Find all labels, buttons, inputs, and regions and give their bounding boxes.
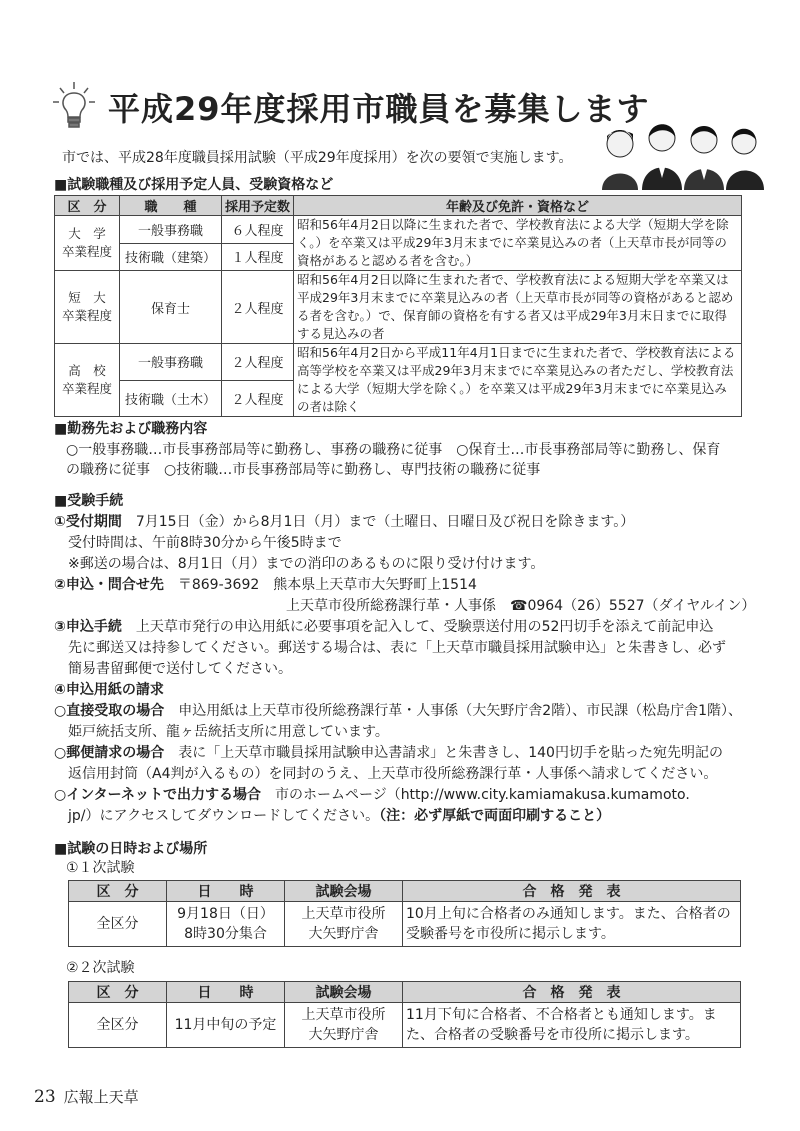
contact-address: ②申込・問合せ先 〒869-3692 熊本県上天草市大矢野町上1514 xyxy=(54,577,477,593)
category-cell: 全区分 xyxy=(69,902,167,947)
col-header-results: 合 格 発 表 xyxy=(403,881,741,902)
staff-group-illustration xyxy=(598,112,766,190)
col-header-category: 区 分 xyxy=(69,982,167,1003)
count-cell: ２人程度 xyxy=(222,271,294,344)
count-cell: ２人程度 xyxy=(222,380,294,417)
job-cell: 一般事務職 xyxy=(120,216,222,244)
col-header-datetime: 日 時 xyxy=(167,982,285,1003)
section-heading-schedule: ■試験の日時および場所 xyxy=(54,841,208,857)
venue-cell: 上天草市役所 大矢野庁舎 xyxy=(285,1003,403,1048)
job-cell: 技術職（建築） xyxy=(120,243,222,271)
category-cell: 全区分 xyxy=(69,1003,167,1048)
table-row xyxy=(69,1003,741,1048)
category-cell: 短 大 卒業程度 xyxy=(55,271,120,344)
second-exam-table xyxy=(68,981,741,1048)
duties-line-2: の職務に従事 ○技術職…市長事務部局等に勤務し、専門技術の職務に従事 xyxy=(66,462,541,478)
contact-phone: 上天草市役所総務課行革・人事係 ☎0964（26）5527（ダイヤルイン） xyxy=(286,598,756,614)
category-cell: 大 学 卒業程度 xyxy=(55,216,120,271)
positions-table xyxy=(54,195,742,417)
col-header-venue: 試験会場 xyxy=(285,881,403,902)
reception-hours: 受付時間は、午前8時30分から午後5時まで xyxy=(68,535,342,551)
first-exam-label: ①１次試験 xyxy=(66,860,135,876)
datetime-cell: 11月中旬の予定 xyxy=(167,1003,285,1048)
application-line-2: 先に郵送又は持参してください。郵送する場合は、表に「上天草市職員採用試験申込」と朱書きし、必ず xyxy=(68,640,726,656)
section-heading-positions: ■試験職種及び採用予定人員、受験資格など xyxy=(54,177,334,193)
form-request-heading: ④申込用紙の請求 xyxy=(54,682,164,698)
table-row xyxy=(55,271,742,344)
col-header-count: 採用予定数 xyxy=(222,196,294,216)
postal-note: ※郵送の場合は、8月1日（月）までの消印のあるものに限り受け付けます。 xyxy=(68,556,545,572)
page-number: 23 xyxy=(34,1087,56,1107)
col-header-requirements: 年齢及び免許・資格など xyxy=(294,196,742,216)
section-heading-procedure: ■受験手続 xyxy=(54,493,124,509)
requirements-cell: 昭和56年4月2日以降に生まれた者で、学校教育法による大学（短期大学を除く。）を卒業又は平成29年3月末までに卒業見込みの者（上天草市長が同等の資格があると認める者を含む。） xyxy=(294,216,742,271)
results-cell: 10月上旬に合格者のみ通知します。また、合格者の受験番号を市役所に掲示します。 xyxy=(403,902,741,947)
job-cell: 技術職（土木） xyxy=(120,380,222,417)
lightbulb-icon xyxy=(52,80,96,132)
intro-text: 市では、平成28年度職員採用試験（平成29年度採用）を次の要領で実施します。 xyxy=(62,150,573,166)
count-cell: ６人程度 xyxy=(222,216,294,244)
results-cell: 11月下旬に合格者、不合格者とも通知します。また、合格者の受験番号を市役所に掲示します。 xyxy=(403,1003,741,1048)
postal-request: ○郵便請求の場合 表に「上天草市職員採用試験申込書請求」と朱書きし、140円切手を貼った宛先明記の xyxy=(54,745,723,761)
second-exam-label: ②２次試験 xyxy=(66,960,135,976)
category-cell: 高 校 卒業程度 xyxy=(55,344,120,417)
section-heading-duties: ■勤務先および職務内容 xyxy=(54,421,208,437)
internet-download: ○インターネットで出力する場合 市のホームページ（http://www.city.kamiamakusa.kumamoto. xyxy=(54,787,690,803)
table-row xyxy=(55,344,742,381)
count-cell: １人程度 xyxy=(222,243,294,271)
direct-pickup: ○直接受取の場合 申込用紙は上天草市役所総務課行革・人事係（大矢野庁舎2階）、市民課（松島庁舎1階）、 xyxy=(54,703,743,719)
col-header-job: 職 種 xyxy=(120,196,222,216)
publication-name: 広報上天草 xyxy=(63,1088,139,1106)
count-cell: ２人程度 xyxy=(222,344,294,381)
reception-period: ①受付期間 7月15日（金）から8月1日（月）まで（土曜日、日曜日及び祝日を除きます。） xyxy=(54,514,635,530)
direct-pickup-line-2: 姫戸統括支所、龍ヶ岳統括支所に用意しています。 xyxy=(68,724,389,740)
first-exam-table xyxy=(68,880,741,947)
duties-line-1: ○一般事務職…市長事務部局等に勤務し、事務の職務に従事 ○保育士…市長事務部局等に勤務し、保育 xyxy=(66,442,721,458)
col-header-venue: 試験会場 xyxy=(285,982,403,1003)
col-header-category: 区 分 xyxy=(55,196,120,216)
table-row xyxy=(69,902,741,947)
page-footer xyxy=(34,1086,139,1107)
venue-cell: 上天草市役所 大矢野庁舎 xyxy=(285,902,403,947)
requirements-cell: 昭和56年4月2日以降に生まれた者で、学校教育法による短期大学を卒業又は平成29年3月末までに卒業見込みの者（上天草市長が同等の資格があると認める者を含む。）で、保育師の資格を有する者又は平成29年3月末日までに取得する見込みの者 xyxy=(294,271,742,344)
internet-download-line-2: jp/）にアクセスしてダウンロードしてください。（注：必ず厚紙で両面印刷すること） xyxy=(68,808,611,824)
requirements-cell: 昭和56年4月2日から平成11年4月1日までに生まれた者で、学校教育法による高等学校を卒業又は平成29年3月末までに卒業見込みの者ただし、学校教育法による大学（短期大学を除く。）を卒業又は平成29年3月末までに卒業見込みの者は除く xyxy=(294,344,742,417)
col-header-datetime: 日 時 xyxy=(167,881,285,902)
table-row xyxy=(55,216,742,244)
application-line-3: 簡易書留郵便で送付してください。 xyxy=(68,661,292,677)
page-title: 平成29年度採用市職員を募集します xyxy=(108,90,650,128)
job-cell: 一般事務職 xyxy=(120,344,222,381)
col-header-category: 区 分 xyxy=(69,881,167,902)
job-cell: 保育士 xyxy=(120,271,222,344)
postal-request-line-2: 返信用封筒（A4判が入るもの）を同封のうえ、上天草市役所総務課行革・人事係へ請求してください。 xyxy=(68,766,718,782)
datetime-cell: 9月18日（日） 8時30分集合 xyxy=(167,902,285,947)
col-header-results: 合 格 発 表 xyxy=(403,982,741,1003)
application-procedure: ③申込手続 上天草市発行の申込用紙に必要事項を記入して、受験票送付用の52円切手を添えて前記申込 xyxy=(54,619,714,635)
